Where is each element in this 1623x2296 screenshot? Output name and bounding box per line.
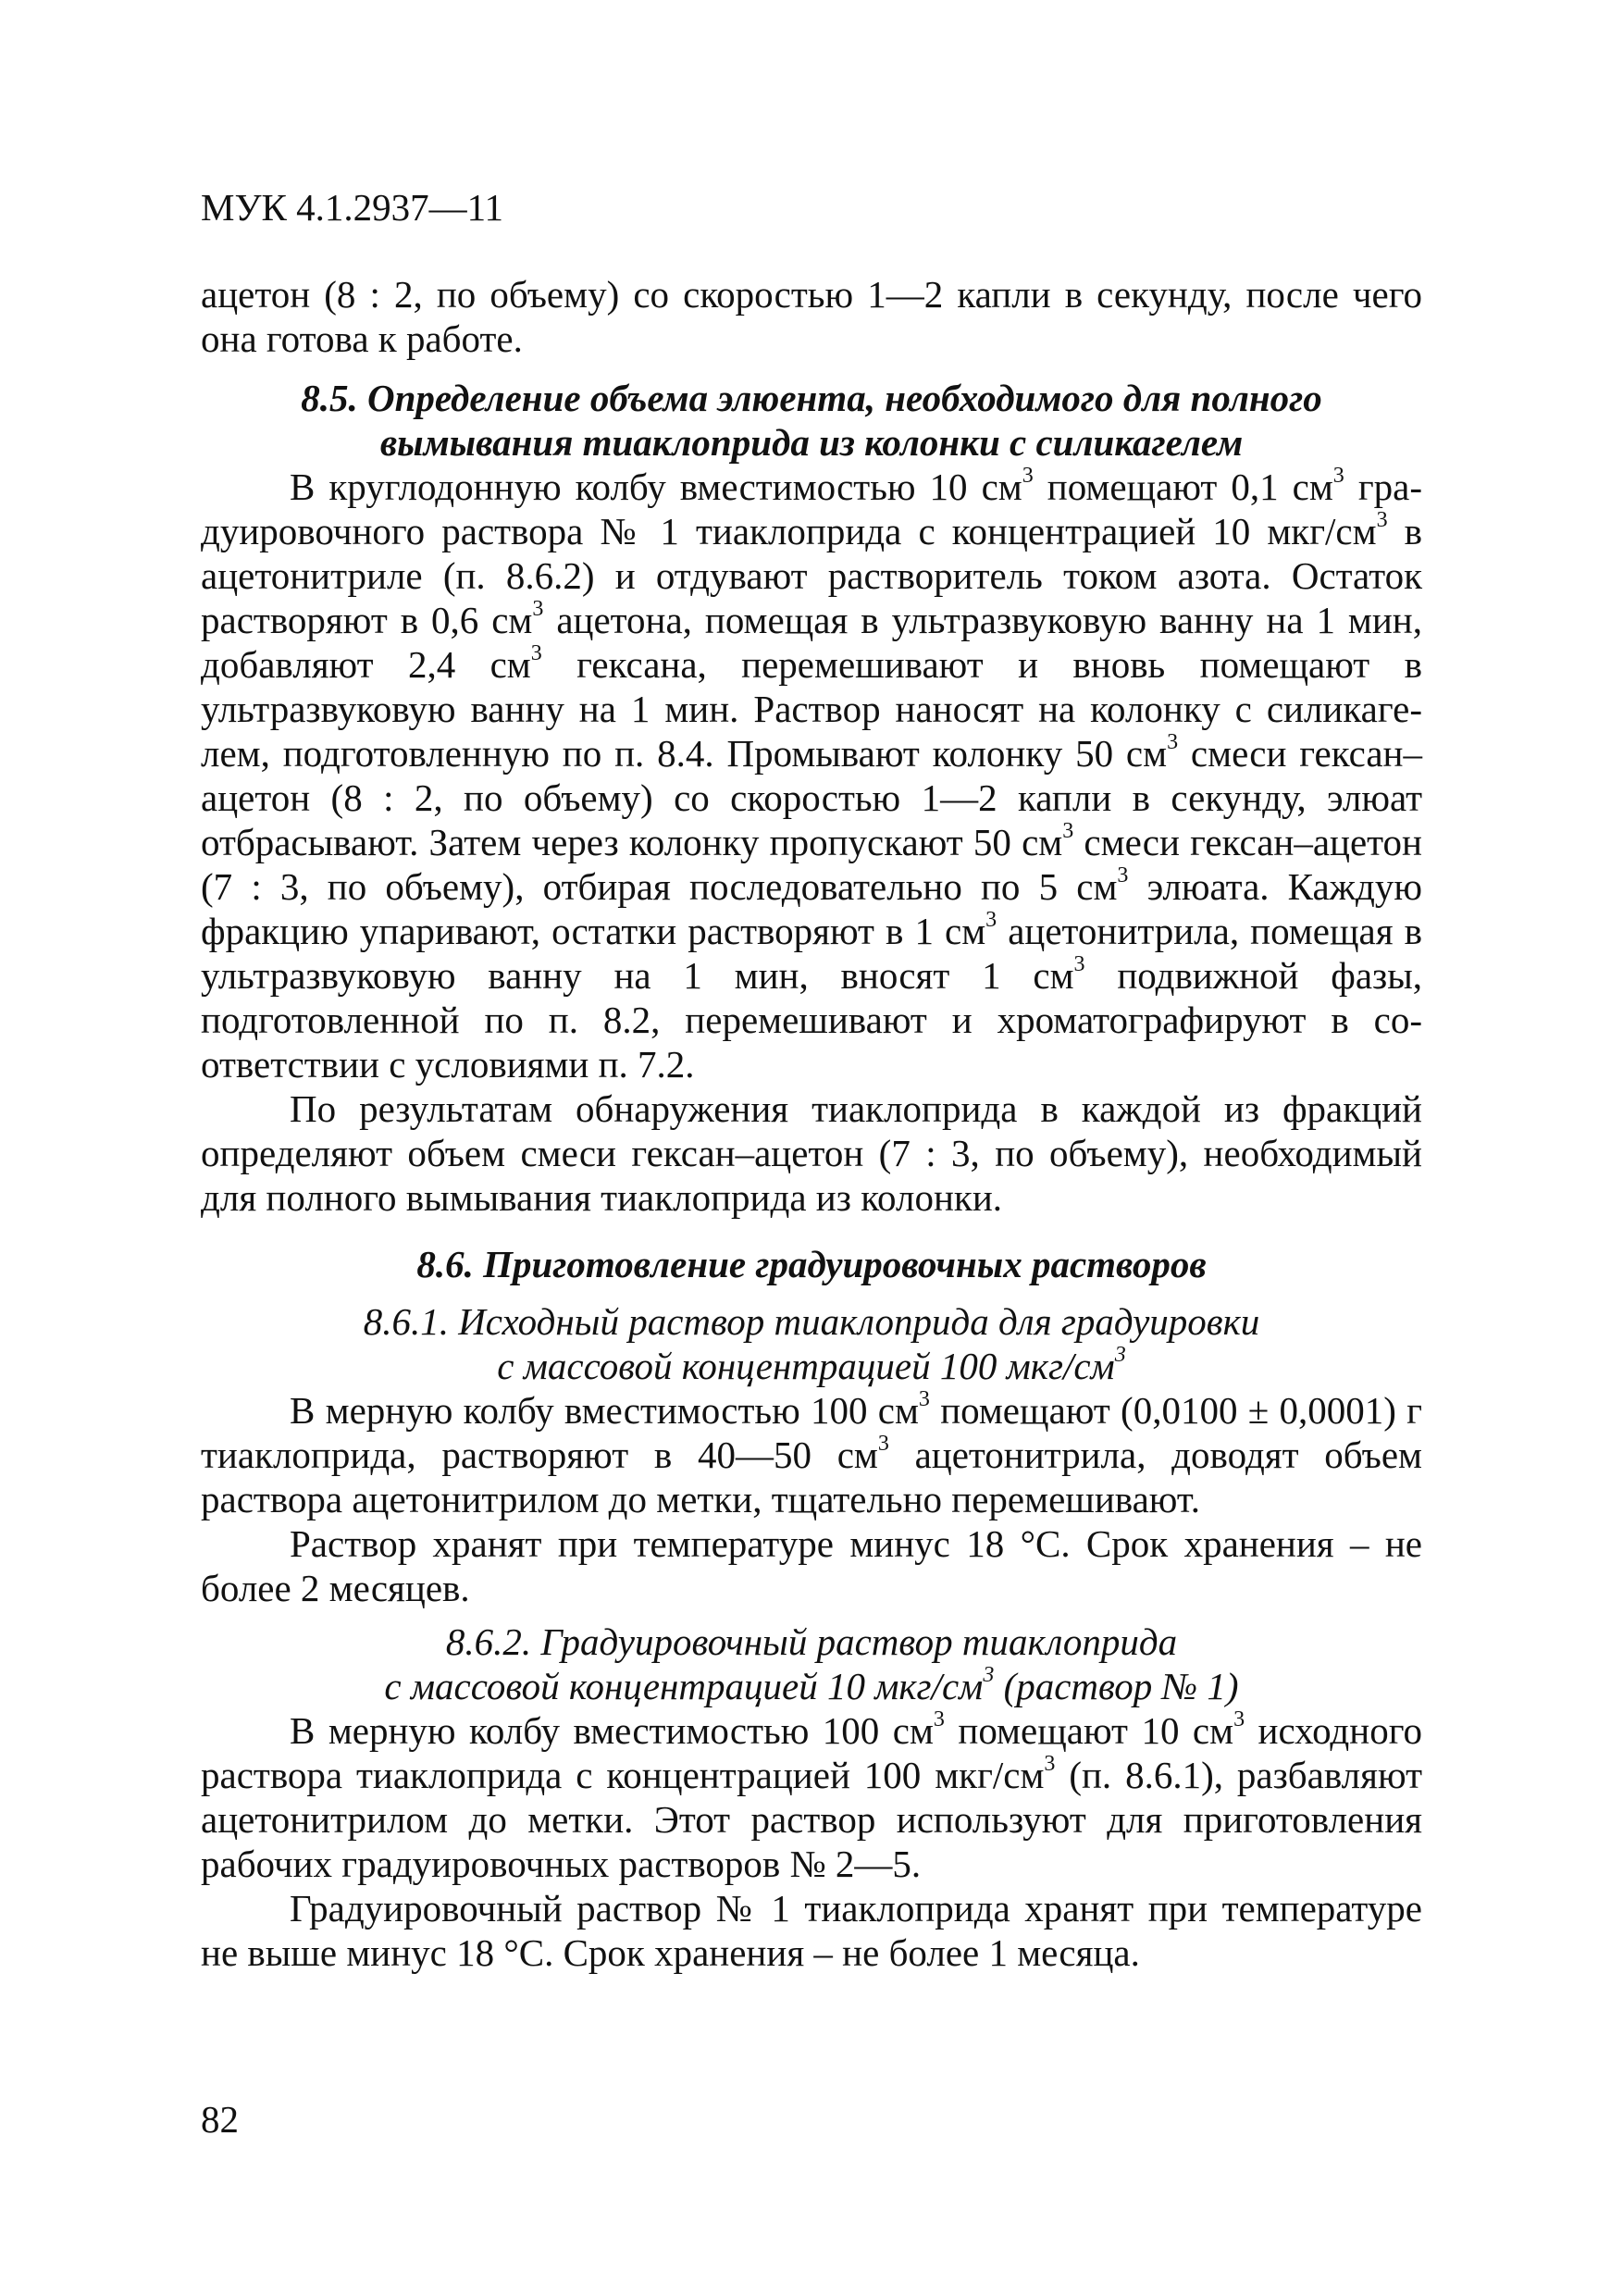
text-run: (п. 8.6.1), разбавляют ацетонитрилом до метки. Этот раствор используют для приготовления рабочих градуировочных растворов № 2—5. xyxy=(201,1754,1422,1885)
text-run: смеси гексан–ацетон (8 : 2, по объему) со скоростью 1—2 капли в секунду, элюат отбрасывают. Затем через колонку пропускают 50 см xyxy=(201,732,1422,863)
text-run: ацетона, помещая в ультразвуковую ванну на 1 мин, добавляют 2,4 см xyxy=(201,599,1422,686)
text-run: В круглодонную колбу вместимостью 10 см xyxy=(290,465,1022,508)
superscript: 3 xyxy=(877,1432,889,1457)
text-run: В мерную колбу вместимостью 100 см xyxy=(290,1389,919,1432)
section-8-6-2-paragraph-1 xyxy=(201,1708,1422,1886)
text-run: с массовой концентрацией 10 мкг/см xyxy=(384,1665,984,1707)
text-run: элюата. Каждую фракцию упаривают, остатки растворяют в 1 см xyxy=(201,865,1422,952)
superscript: 3 xyxy=(532,597,544,622)
section-8-6-2-paragraph-2: Градуировочный раствор № 1 тиаклоприда хранят при температуре не выше минус 18 °С. Срок хранения – не более 1 месяца. xyxy=(201,1887,1422,1974)
superscript: 3 xyxy=(1073,952,1085,977)
text-run: подвижной фазы, подготовленной по п. 8.2, перемешивают и хроматографируют в соответствии с условиями п. 7.2. xyxy=(201,954,1423,1086)
superscript: 3 xyxy=(918,1387,930,1412)
text-run: ацетонитрила, доводят объем раствора ацетонитрилом до метки, тщательно перемешивают. xyxy=(201,1433,1422,1520)
superscript: 3 xyxy=(1376,508,1388,533)
section-8-5-heading-line2: вымывания тиаклоприда из колонки с силикагелем xyxy=(379,421,1244,464)
superscript: 3 xyxy=(530,641,542,666)
text-run: помещают 0,1 см xyxy=(1033,465,1333,508)
section-8-6-2-heading-line1: 8.6.2. Градуировочный раствор тиаклоприда xyxy=(445,1620,1178,1663)
text-run: В мерную колбу вместимостью 100 см xyxy=(290,1709,934,1752)
section-8-5-heading-line1: 8.5. Определение объема элюента, необходимого для полного xyxy=(301,377,1322,419)
text-run: (раствор № 1) xyxy=(994,1665,1239,1707)
section-8-6-2-heading-line2 xyxy=(201,1664,1422,1708)
superscript: 3 xyxy=(933,1707,945,1732)
superscript: 3 xyxy=(1167,730,1179,755)
section-8-5-paragraph-2: По результатам обнаружения тиаклоприда в каждой из фракций определяют объем смеси гексан–ацетон (7 : 3, по объему), необходимый для полного вымывания тиаклоприда из колонки. xyxy=(201,1087,1422,1219)
superscript: 3 xyxy=(1062,819,1074,844)
section-8-6-1-paragraph-1 xyxy=(201,1388,1422,1521)
text-run: градуировочного раствора № 1 тиаклоприда с концентрацией 10 мкг/см xyxy=(201,465,1422,552)
text-run: с массовой концентрацией 100 мкг/см xyxy=(497,1345,1115,1387)
section-8-5-heading xyxy=(201,376,1422,465)
text-run: смеси гексан–ацетон (7 : 3, по объему), отбирая последовательно по 5 см xyxy=(201,821,1422,908)
section-8-6-2-heading xyxy=(201,1620,1422,1708)
continuation-paragraph: ацетон (8 : 2, по объему) со скоростью 1—2 капли в секунду, после чего она готова к работе. xyxy=(201,273,1422,360)
superscript: 3 xyxy=(1022,464,1034,489)
text-run: исходного раствора тиаклоприда с концентрацией 100 мкг/см xyxy=(201,1709,1422,1796)
text-run: ацетонитрила, помещая в ультразвуковую ванну на 1 мин, вносят 1 см xyxy=(201,910,1422,997)
superscript: 3 xyxy=(1114,1343,1126,1368)
superscript: 3 xyxy=(983,1663,995,1688)
section-8-6-1-heading xyxy=(201,1299,1422,1388)
text-run: помещают (0,0100 ± 0,0001) г тиаклоприда, растворяют в 40—50 см xyxy=(201,1389,1422,1476)
page-number: 82 xyxy=(201,2098,239,2141)
text-run: гексана, перемешивают и вновь помещают в ультразвуковую ванну на 1 мин. Раствор наносят на колонку с силикагелем, подготовленную по п. 8.4. Промывают колонку 50 см xyxy=(201,643,1422,775)
section-8-6-1-paragraph-2: Раствор хранят при температуре минус 18 °С. Срок хранения – не более 2 месяцев. xyxy=(201,1522,1422,1609)
text-run: помещают 10 см xyxy=(944,1709,1234,1752)
superscript: 3 xyxy=(985,908,997,933)
section-8-6-1-heading-line1: 8.6.1. Исходный раствор тиаклоприда для градуировки xyxy=(363,1300,1260,1343)
text-run: в ацетонитриле (п. 8.6.2) и отдувают растворитель током азота. Остаток растворяют в 0,6 см xyxy=(201,510,1423,641)
section-8-6-heading: 8.6. Приготовление градуировочных растворов xyxy=(416,1243,1207,1285)
page-content xyxy=(201,272,1422,1975)
section-8-5-paragraph-1 xyxy=(201,465,1422,1086)
superscript: 3 xyxy=(1233,1707,1245,1732)
document-header: МУК 4.1.2937—11 xyxy=(201,186,504,229)
superscript: 3 xyxy=(1044,1752,1056,1777)
superscript: 3 xyxy=(1332,464,1344,489)
section-8-6-1-heading-line2 xyxy=(201,1344,1422,1388)
superscript: 3 xyxy=(1117,863,1129,888)
